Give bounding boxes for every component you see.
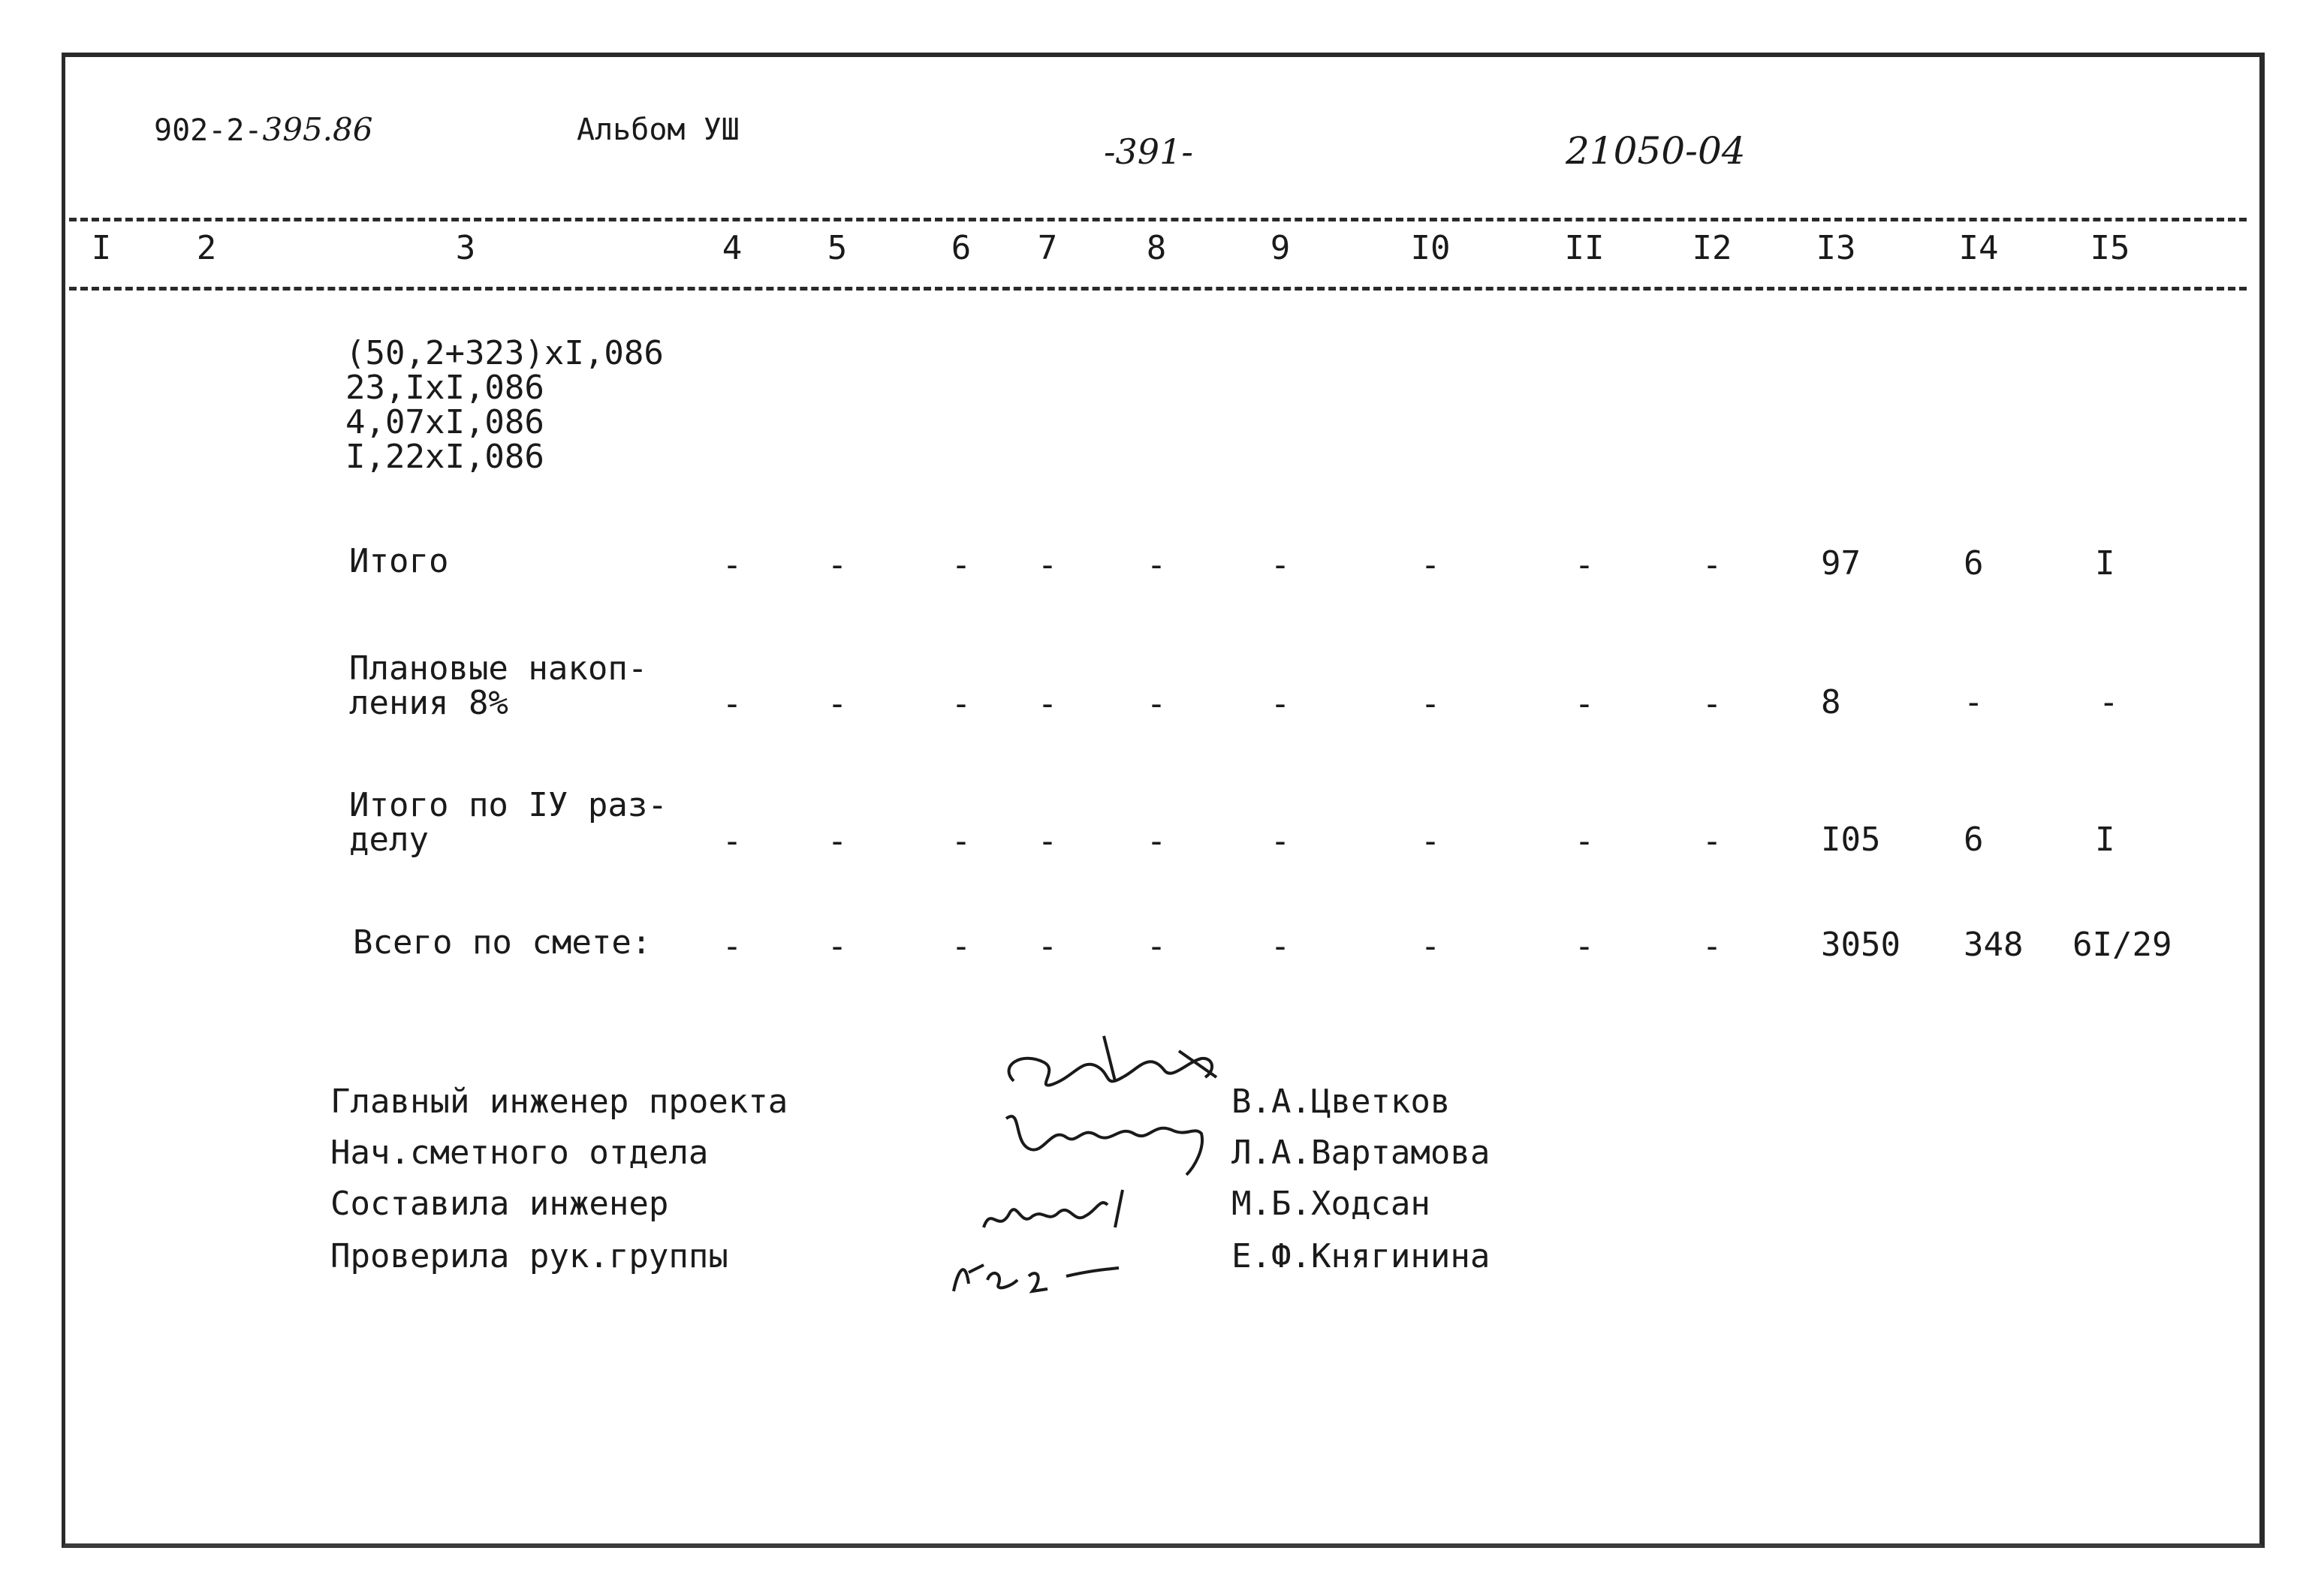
signature-role: Нач.сметного отдела [330,1134,709,1172]
dash-cell: - [1270,546,1291,584]
dash-cell: - [1574,685,1595,723]
handwritten-signature [976,1182,1141,1242]
dash-cell: - [951,685,972,723]
dash-cell: - [827,927,848,965]
header-dashed-line-top [69,218,2247,221]
row-label-line: Итого по IУ раз- [349,786,668,824]
dash-cell: - [1146,822,1167,860]
column-number: 2 [196,229,217,267]
dash-cell: - [1037,822,1058,860]
dash-cell: - [951,927,972,965]
formula-line: (50,2+323)xI,086 [345,334,664,372]
row-label-line: Плановые накоп- [349,649,648,688]
dash-cell: - [827,685,848,723]
value-col14: 6 [1964,544,1984,583]
value-col14: 348 [1964,926,2024,964]
page-number: -391- [1104,131,1193,172]
dash-cell: - [1270,685,1291,723]
column-number: I2 [1692,229,1732,267]
document-code: 21050-04 [1566,129,1746,173]
row-label [349,788,668,857]
row-label [349,544,448,579]
dash-cell: - [1574,546,1595,584]
column-number: 5 [827,229,848,267]
dash-cell: - [1270,822,1291,860]
dash-cell: - [1420,927,1441,965]
dash-cell: - [1702,822,1723,860]
column-number: 6 [951,229,972,267]
value-col15: - [2099,683,2119,721]
dash-cell: - [1037,685,1058,723]
value-col15: 6I/29 [2072,926,2172,964]
dash-cell: - [1037,546,1058,584]
dash-cell: - [722,927,743,965]
document-number-handwritten: 395.86 [262,111,373,148]
row-label-line: ления 8% [349,684,508,722]
dash-cell: - [722,685,743,723]
formula-line: I,22xI,086 [345,438,544,476]
dash-cell: - [1702,927,1723,965]
value-col14: - [1964,683,1984,721]
row-label-line: делу [349,821,429,859]
dash-cell: - [1574,822,1595,860]
column-number: I5 [2090,229,2130,267]
formula-line: 23,IxI,086 [345,369,544,407]
dash-cell: - [1420,546,1441,584]
dash-cell: - [722,546,743,584]
dash-cell: - [951,546,972,584]
dash-cell: - [1702,546,1723,584]
dash-cell: - [1037,927,1058,965]
dash-cell: - [827,546,848,584]
signature-role: Главный инженер проекта [330,1083,788,1121]
document-number-printed: 902-2- [154,113,263,148]
column-number: I [91,229,112,267]
column-number: 4 [722,229,743,267]
column-number: I3 [1816,229,1856,267]
column-number: I4 [1958,229,1999,267]
document-number [154,111,372,148]
row-label [353,923,652,962]
dash-cell: - [1702,685,1723,723]
dash-cell: - [951,822,972,860]
column-number: I0 [1410,229,1451,267]
formula-block [345,336,664,474]
row-label-line: Итого [349,542,449,580]
column-number: 3 [455,229,476,267]
dash-cell: - [1574,927,1595,965]
header-dashed-line-bottom [69,287,2247,291]
dash-cell: - [1146,927,1167,965]
dash-cell: - [1420,685,1441,723]
signature-role: Составила инженер [330,1185,669,1223]
album-label: Альбом УШ [577,113,740,147]
dash-cell: - [722,822,743,860]
value-col13: 8 [1821,683,1841,721]
signature-name: М.Б.Ходсан [1231,1185,1430,1223]
handwritten-signature [946,1242,1126,1302]
value-col14: 6 [1964,821,1984,859]
column-number: 7 [1037,229,1058,267]
value-col15: I [2095,544,2115,583]
signature-name: Е.Ф.Княгинина [1231,1237,1491,1275]
formula-line: 4,07xI,086 [345,403,544,441]
dash-cell: - [1420,822,1441,860]
dash-cell: - [1270,927,1291,965]
handwritten-signature [991,1104,1216,1186]
value-col13: 3050 [1821,926,1901,964]
signature-name: В.А.Цветков [1231,1083,1451,1121]
signature-name: Л.А.Вартамова [1231,1134,1491,1172]
value-col15: I [2095,821,2115,859]
column-number: II [1564,229,1605,267]
dash-cell: - [827,822,848,860]
dash-cell: - [1146,685,1167,723]
row-label [349,649,648,722]
dash-cell: - [1146,546,1167,584]
column-number: 9 [1270,229,1291,267]
row-label-line: Всего по смете: [353,923,652,962]
value-col13: 97 [1821,544,1861,583]
value-col13: I05 [1821,821,1881,859]
column-number: 8 [1146,229,1167,267]
signature-role: Проверила рук.группы [330,1237,728,1275]
